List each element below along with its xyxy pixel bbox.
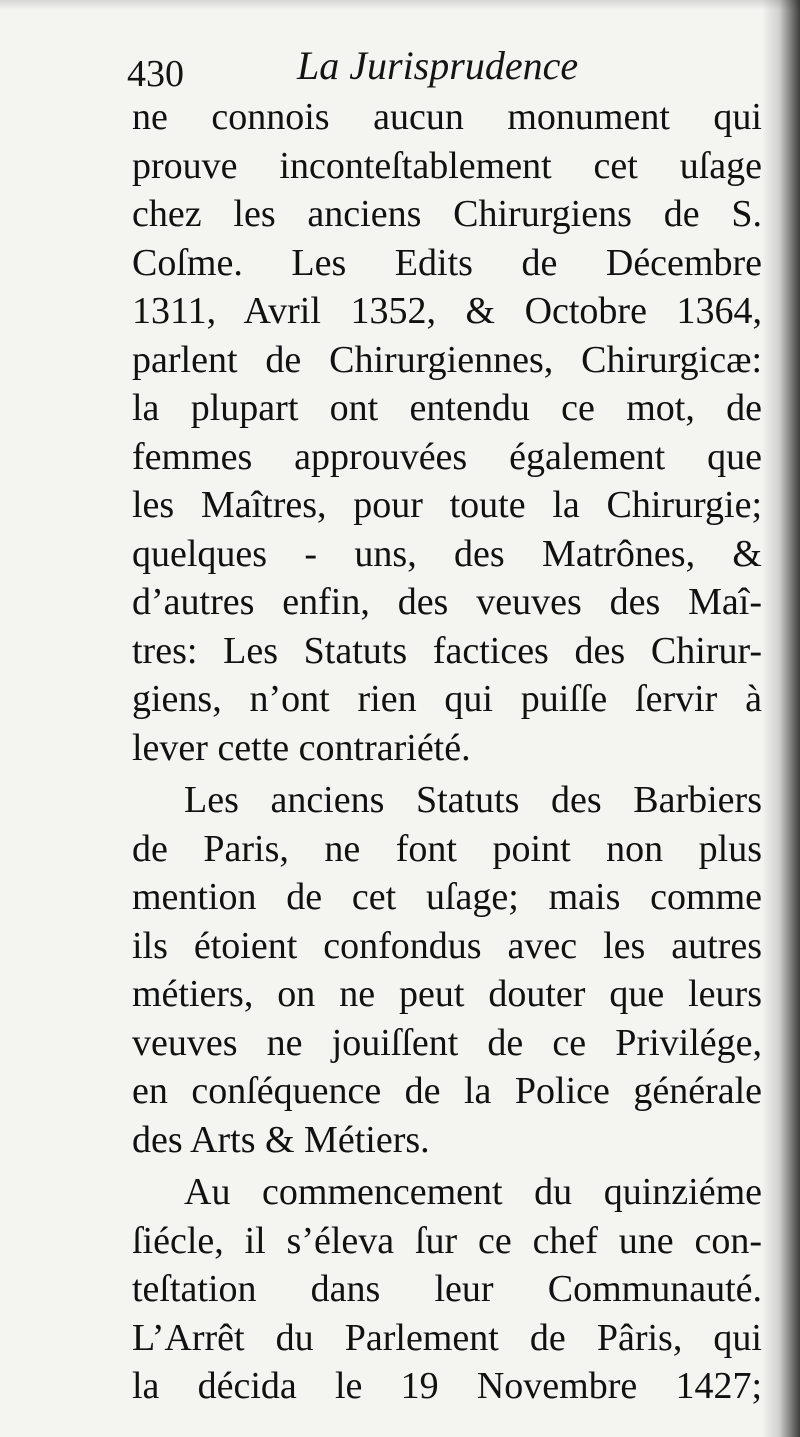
text-line: ils étoient confondus avec les autres [132,924,762,967]
text-line: de Paris, ne font point non plus [132,827,762,870]
text-line: Au commencement du quinziéme [184,1171,762,1213]
text-line: parlent de Chirurgiennes, Chirurgicæ: [132,338,762,381]
text-line: ne connois aucun monument qui [132,96,762,138]
text-line: d’autres enfin, des veuves des Maî- [132,581,762,623]
page-gutter-shadow [762,0,800,1437]
text-line: Coſme. Les Edits de Décembre [132,241,762,284]
text-line: la plupart ont entendu ce mot, de [132,387,762,429]
text-line: des Arts & Métiers. [132,1118,430,1161]
text-line: veuves ne jouiſſent de ce Privilége, [132,1021,762,1064]
text-line: lever cette contrariété. [132,726,471,769]
text-line: métiers, on ne peut douter que leurs [132,973,762,1015]
page-top-edge [0,0,800,10]
page-number: 430 [127,53,184,95]
text-line: les Maîtres, pour toute la Chirurgie; [132,484,762,526]
text-line: teſtation dans leur Communauté. [132,1268,762,1310]
text-line: ſiécle, il s’éleva ſur ce chef une con- [132,1219,762,1262]
running-title: La Jurisprudence [297,43,579,88]
text-line: femmes approuvées également que [132,435,762,478]
text-line: quelques - uns, des Matrônes, & [132,532,762,575]
paragraph-1 [132,93,762,772]
text-line: tres: Les Statuts factices des Chirur- [132,629,762,672]
text-line: 1311, Avril 1352, & Octobre 1364, [132,290,762,332]
page-header [127,42,767,100]
text-line: en conſéquence de la Police générale [132,1070,762,1112]
text-line: giens, n’ont rien qui puiſſe ſervir à [132,678,762,720]
text-line: Les anciens Statuts des Barbiers [184,779,762,821]
text-line: L’Arrêt du Parlement de Pâris, qui [132,1316,762,1359]
text-line: la décida le 19 Novembre 1427; [132,1365,762,1407]
paragraph-2 [132,776,762,1164]
text-line: prouve inconteſtablement cet uſage [132,144,762,187]
paragraph-3 [132,1168,762,1411]
text-line: chez les anciens Chirurgiens de S. [132,193,762,235]
body-text [132,93,762,1411]
text-line: mention de cet uſage; mais comme [132,876,762,918]
